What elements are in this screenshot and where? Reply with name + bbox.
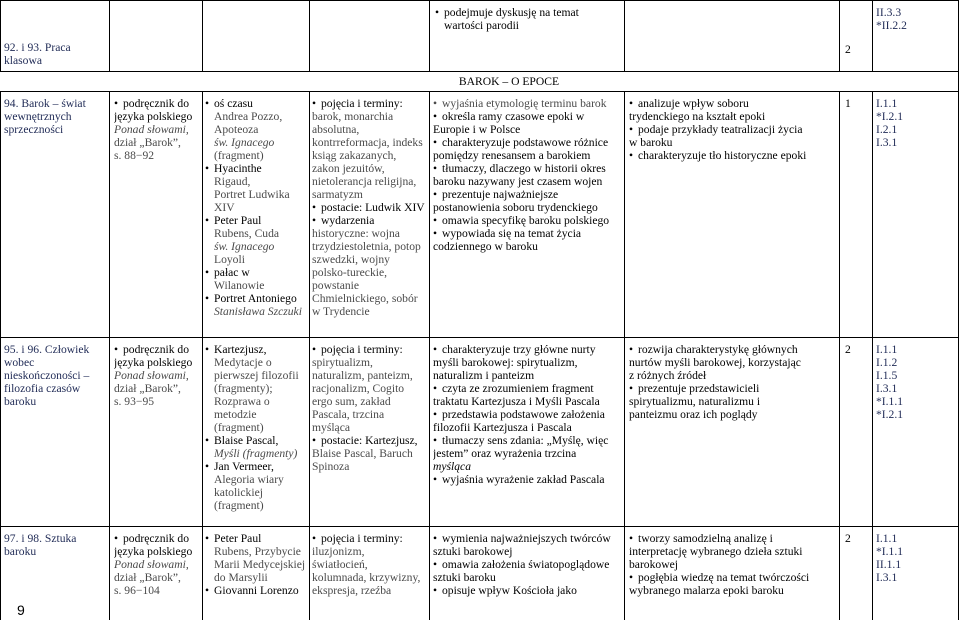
requirement-item-cont: wartości parodii	[444, 19, 520, 32]
requirement-item: • rozwija charakterystykę głównych	[629, 343, 838, 356]
col-divider	[202, 0, 203, 72]
requirement-code: I.1.1	[876, 343, 898, 356]
term-item: światłocień,	[312, 558, 368, 571]
requirement-code: *I.2.1	[876, 408, 904, 421]
lesson-title-line: 92. i 93. Praca	[4, 41, 71, 54]
term-item: powstanie	[312, 279, 360, 292]
text-item: Stanisława Szczuki	[214, 305, 302, 318]
requirement-item-cont: traktatu Kartezjusza i Myśli Pascala	[433, 395, 600, 408]
lesson-title-line: sprzeczności	[4, 123, 64, 136]
text-item: Myśli (fragmenty)	[214, 447, 298, 460]
requirement-item-cont: nurtów myśli barokowej, korzystając	[629, 356, 801, 369]
col-divider	[202, 91, 203, 620]
requirement-item: • wyjaśnia wyrażenie zakład Pascala	[433, 473, 623, 486]
col-divider	[624, 0, 625, 72]
row2-basic-cell	[433, 343, 623, 486]
col-divider	[872, 0, 873, 72]
requirement-item-cont: spirytualizmu, naturalizmu i	[629, 395, 761, 408]
row1-hours-cell	[845, 97, 869, 110]
term-item: historyczne: wojna	[312, 227, 400, 240]
text-item: • Jan Vermeer,	[205, 460, 309, 473]
term-item: zakon jezuitów,	[312, 162, 385, 175]
text-item: (fragmenty);	[214, 382, 273, 395]
requirement-code: I.2.1	[876, 123, 898, 136]
row1-requirements-cell	[876, 97, 956, 149]
text-item: św. Ignacego	[214, 240, 275, 253]
requirement-item: • wyjaśnia etymologię terminu barok	[433, 97, 623, 110]
term-item: szwedzki, wojny	[312, 253, 390, 266]
textbook-line: dział „Barok”,	[114, 571, 181, 584]
text-item: • Peter Paul	[205, 532, 309, 545]
col-divider	[109, 0, 110, 72]
requirement-item-cont: pomiędzy renesansem a barokiem	[433, 149, 591, 162]
row-divider	[0, 526, 959, 527]
lesson-title-line: baroku	[4, 395, 37, 408]
requirement-code: I.3.1	[876, 571, 898, 584]
text-item: pierwszej filozofii	[214, 369, 299, 382]
term-item: • wydarzenia	[312, 214, 429, 227]
page-number: 9	[17, 602, 25, 618]
requirement-code: I.3.1	[876, 382, 898, 395]
hours-value: 2	[845, 343, 851, 356]
row2-textbook-cell	[114, 343, 202, 408]
textbook-line: • podręcznik do	[114, 97, 202, 110]
text-item: (fragment)	[214, 421, 264, 434]
requirement-item: • prezentuje najważniejsze	[433, 188, 623, 201]
requirement-item-cont: sztuki barokowej	[433, 545, 513, 558]
requirement-code: II.3.3	[876, 6, 902, 19]
text-item: Rubens, Przybycie	[214, 545, 301, 558]
requirement-item-cont: panteizmu oraz ich poglądy	[629, 408, 758, 421]
requirement-item: • określa ramy czasowe epoki w	[433, 110, 623, 123]
row3-requirements-cell	[876, 532, 956, 584]
row1-extended-cell	[629, 97, 838, 162]
hours-value: 1	[845, 97, 851, 110]
row3-terms-cell	[312, 532, 429, 597]
row3-extended-cell	[629, 532, 838, 597]
row-divider	[0, 91, 959, 92]
requirement-item-cont: sztuki baroku	[433, 571, 496, 584]
requirement-code: *I.1.1	[876, 545, 904, 558]
row1-basic-cell	[433, 97, 623, 253]
term-item: naturalizm, panteizm,	[312, 369, 413, 382]
row2-terms-cell	[312, 343, 429, 473]
requirement-item: • prezentuje przedstawicieli	[629, 382, 838, 395]
textbook-line: języka polskiego	[114, 356, 193, 369]
row3-basic-cell	[433, 532, 623, 597]
table-border-top	[0, 0, 959, 1]
term-item: myśląca	[312, 421, 350, 434]
col-divider	[0, 91, 1, 620]
section-title: BAROK – O EPOCE	[458, 75, 560, 88]
term-item: • pojęcia i terminy:	[312, 97, 429, 110]
text-item: • Hyacinthe	[205, 162, 309, 175]
term-item: racjonalizm, Cogito	[312, 382, 405, 395]
requirement-item: • podejmuje dyskusję na temat	[435, 6, 623, 19]
text-item: Medytacje o	[214, 356, 272, 369]
term-item: kontrreformacja, indeks	[312, 136, 423, 149]
text-item: Andrea Pozzo,	[214, 110, 283, 123]
text-item: do Marsylii	[214, 571, 268, 584]
term-item: • postacie: Ludwik XIV	[312, 201, 429, 214]
term-item: absolutna,	[312, 123, 360, 136]
col-divider	[839, 0, 840, 72]
lesson-title-line: filozofia czasów	[4, 382, 81, 395]
term-item: Pascala, trzcina	[312, 408, 385, 421]
hours-value: 2	[845, 43, 851, 56]
col-divider	[309, 91, 310, 620]
term-item: • postacie: Kartezjusz,	[312, 434, 429, 447]
text-item: św. Ignacego	[214, 136, 275, 149]
text-item: Apoteoza	[214, 123, 259, 136]
text-item: • Kartezjusz,	[205, 343, 309, 356]
requirement-item-cont: barokowej	[629, 558, 678, 571]
col-divider	[429, 0, 430, 72]
text-item: • pałac w	[205, 266, 309, 279]
textbook-line: Ponad słowami,	[114, 369, 189, 382]
row1-lesson-cell	[4, 97, 108, 136]
row2-hours-cell	[845, 343, 869, 356]
requirement-item-cont: naturalizm i panteizm	[433, 369, 535, 382]
requirement-code: *I.2.1	[876, 110, 904, 123]
col-divider	[429, 91, 430, 620]
col-divider	[872, 91, 873, 620]
text-item: • Peter Paul	[205, 214, 309, 227]
text-item: metodzie	[214, 408, 257, 421]
row3-textbook-cell	[114, 532, 202, 597]
textbook-line: języka polskiego	[114, 545, 193, 558]
requirement-item-cont: baroku nazywany jest czasem wojen	[433, 175, 603, 188]
term-item: ergo sum, zakład	[312, 395, 391, 408]
textbook-line: s. 93−95	[114, 395, 155, 408]
text-item: Alegoria wiary	[214, 473, 284, 486]
lesson-title-line: nieskończoności –	[4, 369, 90, 382]
requirement-item: • opisuje wpływ Kościoła jako	[433, 584, 623, 597]
lesson-title-line: baroku	[4, 545, 37, 558]
term-item: w Trydencie	[312, 305, 370, 318]
term-item: nietolerancja religijna,	[312, 175, 417, 188]
top-requirements-cell	[876, 6, 956, 32]
row2-extended-cell	[629, 343, 838, 421]
requirement-item: • charakteryzuje tło historyczne epoki	[629, 149, 838, 162]
term-item: sarmatyzm	[312, 188, 363, 201]
requirement-item: • omawia specyfikę baroku polskiego	[433, 214, 623, 227]
lesson-title-line: 95. i 96. Człowiek	[4, 343, 90, 356]
lesson-title-line: klasowa	[4, 54, 42, 67]
lesson-title-line: wobec	[4, 356, 35, 369]
requirement-item: • analizuje wpływ soboru	[629, 97, 838, 110]
requirement-item-cont: codziennego w baroku	[433, 240, 538, 253]
textbook-line: • podręcznik do	[114, 532, 202, 545]
lesson-title-line: 97. i 98. Sztuka	[4, 532, 77, 545]
term-item: • pojęcia i terminy:	[312, 343, 429, 356]
col-divider	[309, 0, 310, 72]
text-item: Rigaud,	[214, 175, 251, 188]
requirement-item-cont: w baroku	[629, 136, 673, 149]
text-item: • Blaise Pascal,	[205, 434, 309, 447]
term-item: Chmielnickiego, sobór	[312, 292, 418, 305]
col-divider	[109, 91, 110, 620]
top-hours-cell	[845, 43, 869, 56]
requirement-code: II.1.1	[876, 558, 902, 571]
requirement-item-cont: z różnych źródeł	[629, 369, 707, 382]
text-item: Wilanowie	[214, 279, 265, 292]
textbook-line: dział „Barok”,	[114, 136, 181, 149]
top-lesson-cell	[4, 41, 108, 67]
textbook-line: języka polskiego	[114, 110, 193, 123]
requirement-item-cont: Europie i w Polsce	[433, 123, 521, 136]
lesson-title-line: wewnętrznych	[4, 110, 72, 123]
text-item: Loyoli	[214, 253, 245, 266]
textbook-line: s. 96−104	[114, 584, 160, 597]
textbook-line: Ponad słowami,	[114, 558, 189, 571]
row-divider	[0, 71, 959, 72]
requirement-item-cont: postanowienia soboru trydenckiego	[433, 201, 598, 214]
row3-hours-cell	[845, 532, 869, 545]
text-item: • Portret Antoniego	[205, 292, 309, 305]
row-divider	[0, 337, 959, 338]
textbook-line: Ponad słowami,	[114, 123, 189, 136]
text-item: (fragment)	[214, 499, 264, 512]
row1-terms-cell	[312, 97, 429, 318]
lesson-title-line: 94. Barok – świat	[4, 97, 86, 110]
textbook-line: • podręcznik do	[114, 343, 202, 356]
requirement-item: • wypowiada się na temat życia	[433, 227, 623, 240]
requirement-code: I.1.1	[876, 532, 898, 545]
row1-texts-cell	[205, 97, 309, 318]
requirement-item: • charakteryzuje trzy główne nurty	[433, 343, 623, 356]
term-item: trzydziestoletnia, potop	[312, 240, 421, 253]
requirement-item-cont: trydenckiego na kształt epoki	[629, 110, 766, 123]
requirement-item: • omawia założenia światopoglądowe	[433, 558, 623, 571]
requirement-item: • pogłębia wiedzę na temat twórczości	[629, 571, 838, 584]
requirement-item: • tłumaczy, dlaczego w historii okres	[433, 162, 623, 175]
row3-lesson-cell	[4, 532, 108, 558]
text-item: katolickiej	[214, 486, 263, 499]
requirement-item: • czyta ze zrozumieniem fragment	[433, 382, 623, 395]
top-parody-cell	[435, 6, 623, 32]
textbook-line: s. 88−92	[114, 149, 155, 162]
text-item: Marii Medycejskiej	[214, 558, 306, 571]
requirement-item: • tłumaczy sens zdania: „Myślę, więc	[433, 434, 623, 447]
col-divider	[624, 91, 625, 620]
text-item: XIV	[214, 201, 235, 214]
term-item: iluzjonizm,	[312, 545, 365, 558]
term-item: Blaise Pascal, Baruch	[312, 447, 413, 460]
requirement-code: I.1.1	[876, 97, 898, 110]
requirement-item: • podaje przykłady teatralizacji życia	[629, 123, 838, 136]
text-item: Rubens, Cuda	[214, 227, 280, 240]
requirement-item-cont: filozofii Kartezjusza i Pascala	[433, 421, 572, 434]
row2-lesson-cell	[4, 343, 108, 408]
text-item: • Giovanni Lorenzo	[205, 584, 309, 597]
requirement-item: • tworzy samodzielną analizę i	[629, 532, 838, 545]
requirement-item-cont: interpretację wybranego dzieła sztuki	[629, 545, 803, 558]
requirement-item: • charakteryzuje podstawowe różnice	[433, 136, 623, 149]
col-divider	[0, 0, 1, 72]
term-item: Spinoza	[312, 460, 350, 473]
text-item: (fragment)	[214, 149, 264, 162]
requirement-item-cont: myśli barokowej: spirytualizm,	[433, 356, 578, 369]
requirement-item: • przedstawia podstawowe założenia	[433, 408, 623, 421]
requirement-code: *I.1.1	[876, 395, 904, 408]
term-item: spirytualizm,	[312, 356, 373, 369]
requirement-code: I.3.1	[876, 136, 898, 149]
text-item: Portret Ludwika	[214, 188, 290, 201]
row1-textbook-cell	[114, 97, 202, 162]
requirement-code: *II.2.2	[876, 19, 907, 32]
col-divider	[839, 91, 840, 620]
term-item: ksiąg zakazanych,	[312, 149, 397, 162]
text-item: Rozprawa o	[214, 395, 270, 408]
hours-value: 2	[845, 532, 851, 545]
requirement-item: • wymienia najważniejszych twórców	[433, 532, 623, 545]
requirement-item-cont: wybranego malarza epoki baroku	[629, 584, 784, 597]
term-item: kolumnada, krzywizny,	[312, 571, 421, 584]
term-item: ekspresja, rzeźba	[312, 584, 392, 597]
term-item: barok, monarchia	[312, 110, 394, 123]
term-item: polsko-tureckie,	[312, 266, 388, 279]
term-item: • pojęcia i terminy:	[312, 532, 429, 545]
row2-requirements-cell	[876, 343, 956, 421]
row2-texts-cell	[205, 343, 309, 512]
textbook-line: dział „Barok”,	[114, 382, 181, 395]
text-item: • oś czasu	[205, 97, 309, 110]
requirement-code: I.1.2	[876, 356, 898, 369]
requirement-item-cont: jestem” oraz wyrażenia trzcina	[433, 447, 577, 460]
row3-texts-cell	[205, 532, 309, 597]
requirement-code: I.1.5	[876, 369, 898, 382]
requirement-item-cont: myśląca	[433, 460, 471, 473]
